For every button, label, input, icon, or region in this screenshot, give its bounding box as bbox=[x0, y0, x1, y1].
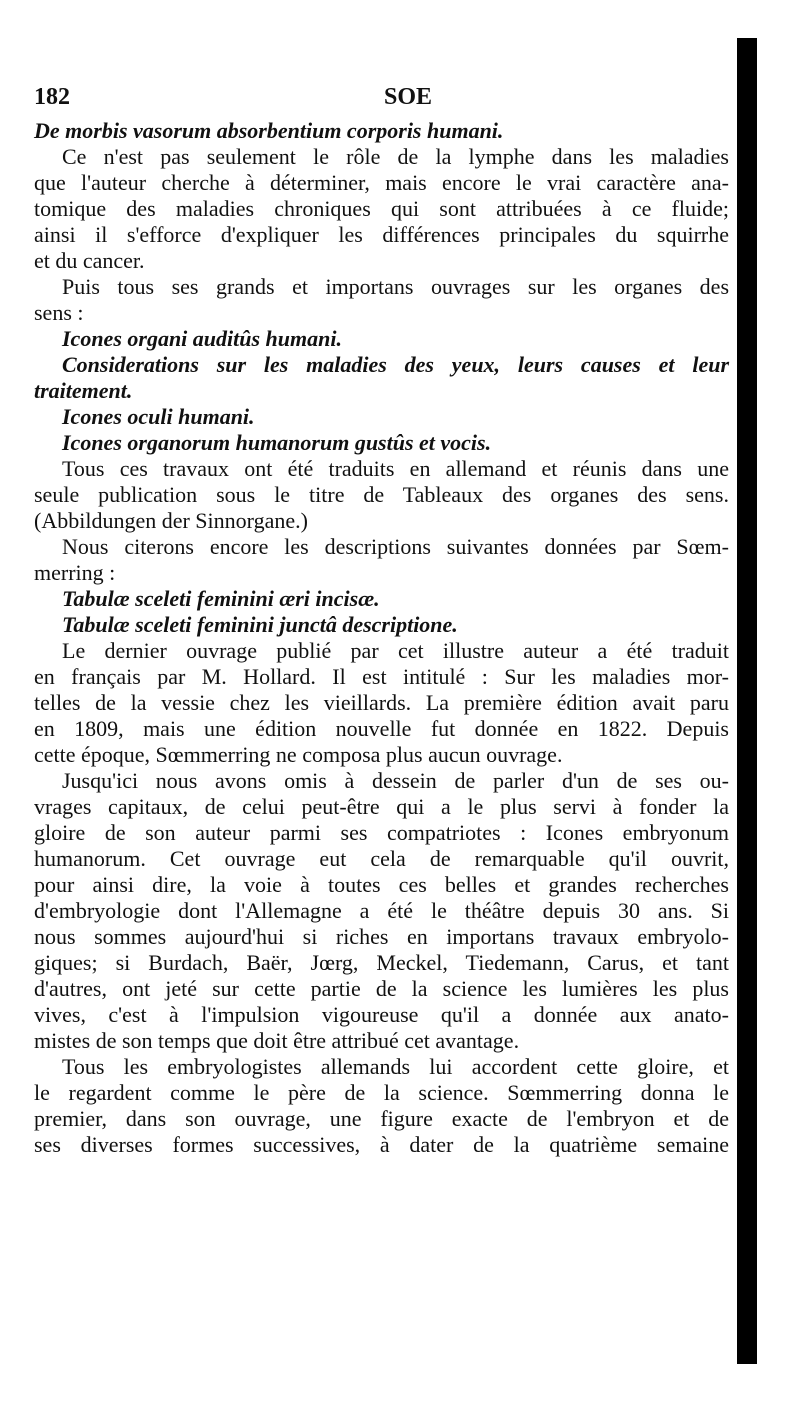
text-line: Puis tous ses grands et importans ouvrages sur les organes des bbox=[62, 274, 729, 299]
text-line: en français par M. Hollard. Il est intitulé : Sur les maladies mor- bbox=[34, 664, 729, 689]
text-line: seule publication sous le titre de Tableaux des organes des sens. bbox=[34, 482, 729, 507]
page-number: 182 bbox=[34, 84, 70, 110]
text-line: telles de la vessie chez les vieillards. La première édition avait paru bbox=[34, 690, 729, 715]
running-head: SOE bbox=[384, 84, 433, 110]
text-line: Icones oculi humani. bbox=[62, 404, 255, 429]
text-line: tomique des maladies chroniques qui sont attribuées à ce fluide; bbox=[34, 196, 729, 221]
text-line: en 1809, mais une édition nouvelle fut donnée en 1822. Depuis bbox=[34, 716, 729, 741]
text-line: humanorum. Cet ouvrage eut cela de remarquable qu'il ouvrit, bbox=[34, 846, 729, 871]
text-line: Le dernier ouvrage publié par cet illustre auteur a été traduit bbox=[62, 638, 729, 663]
text-line: Icones organorum humanorum gustûs et vocis. bbox=[62, 430, 492, 455]
text-line: ses diverses formes successives, à dater de la quatrième semaine bbox=[34, 1132, 729, 1157]
text-line: le regardent comme le père de la science. Sœmmerring donna le bbox=[34, 1080, 729, 1105]
text-line: Nous citerons encore les descriptions suivantes données par Sœm- bbox=[62, 534, 729, 559]
text-line: premier, dans son ouvrage, une figure exacte de l'embryon et de bbox=[34, 1106, 729, 1131]
text-line: Tabulæ sceleti feminini æri incisæ. bbox=[62, 586, 380, 611]
text-line: Tous les embryologistes allemands lui accordent cette gloire, et bbox=[62, 1054, 729, 1079]
text-line: gloire de son auteur parmi ses compatriotes : Icones embryonum bbox=[34, 820, 729, 845]
book-page bbox=[34, 84, 729, 1158]
text-line: d'autres, ont jeté sur cette partie de la science les lumières les plus bbox=[34, 976, 729, 1001]
text-line: (Abbildungen der Sinnorgane.) bbox=[34, 508, 308, 533]
text-line: et du cancer. bbox=[34, 248, 145, 273]
text-line: traitement. bbox=[34, 378, 133, 403]
text-line: De morbis vasorum absorbentium corporis humani. bbox=[34, 118, 504, 143]
page-header bbox=[34, 84, 729, 118]
text-line: ainsi il s'efforce d'expliquer les différences principales du squirrhe bbox=[34, 222, 729, 247]
text-line: Jusqu'ici nous avons omis à dessein de parler d'un de ses ou- bbox=[62, 768, 729, 793]
text-line: vrages capitaux, de celui peut-être qui a le plus servi à fonder la bbox=[34, 794, 729, 819]
text-line: vives, c'est à l'impulsion vigoureuse qu'il a donnée aux anato- bbox=[34, 1002, 729, 1027]
text-line: pour ainsi dire, la voie à toutes ces belles et grandes recherches bbox=[34, 872, 729, 897]
text-line: Ce n'est pas seulement le rôle de la lymphe dans les maladies bbox=[62, 144, 729, 169]
text-line: Considerations sur les maladies des yeux, leurs causes et leur bbox=[62, 352, 729, 377]
text-line: nous sommes aujourd'hui si riches en importans travaux embryolo- bbox=[34, 924, 729, 949]
text-line: que l'auteur cherche à déterminer, mais encore le vrai caractère ana- bbox=[34, 170, 729, 195]
text-line: Tous ces travaux ont été traduits en allemand et réunis dans une bbox=[62, 456, 729, 481]
text-line: Tabulæ sceleti feminini junctâ descriptione. bbox=[62, 612, 458, 637]
text-line: cette époque, Sœmmerring ne composa plus aucun ouvrage. bbox=[34, 742, 563, 767]
text-line: Icones organi auditûs humani. bbox=[62, 326, 342, 351]
body-text bbox=[34, 118, 729, 1158]
scan-edge-bar bbox=[737, 38, 757, 1364]
text-line: sens : bbox=[34, 300, 84, 325]
text-line: merring : bbox=[34, 560, 116, 585]
text-line: mistes de son temps que doit être attribué cet avantage. bbox=[34, 1028, 520, 1053]
text-line: giques; si Burdach, Baër, Jœrg, Meckel, Tiedemann, Carus, et tant bbox=[34, 950, 729, 975]
text-line: d'embryologie dont l'Allemagne a été le théâtre depuis 30 ans. Si bbox=[34, 898, 729, 923]
